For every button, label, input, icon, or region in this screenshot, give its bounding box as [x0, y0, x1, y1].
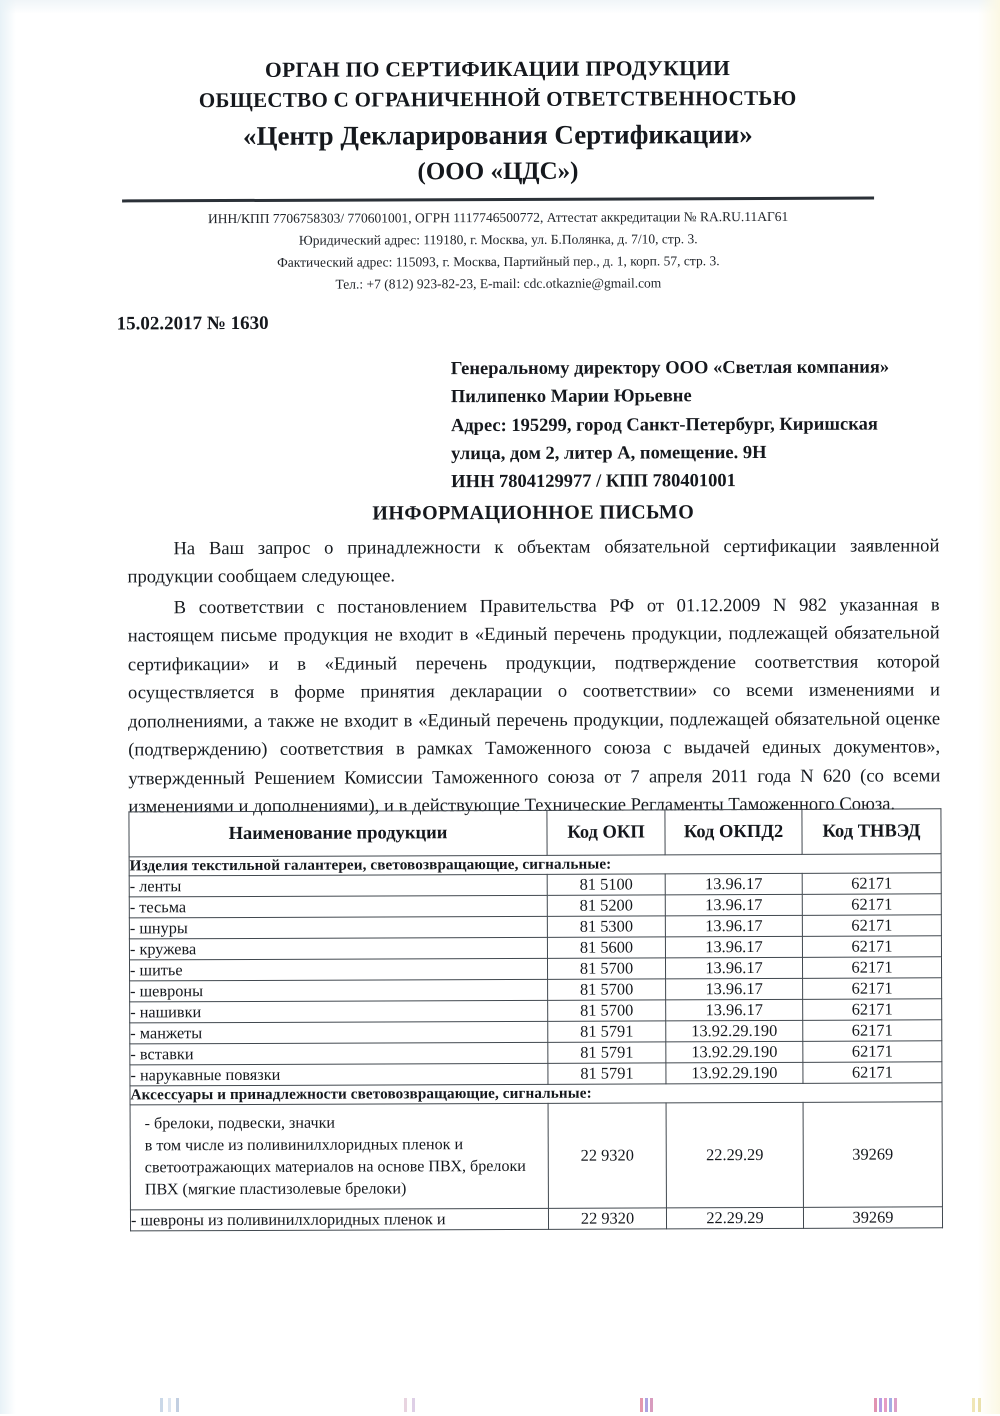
product-table-body: [129, 854, 942, 1231]
column-header-okpd2: Код ОКПД2: [665, 809, 802, 855]
cell-product-name: - нашивки: [130, 1000, 548, 1023]
cell-code-okp: 81 5600: [547, 937, 665, 958]
cell-product-name: - нарукавные повязки: [130, 1063, 548, 1086]
table-header-row: [129, 809, 941, 857]
cell-code-okp: 81 5700: [547, 958, 665, 979]
letterhead: [0, 0, 998, 297]
cell-code-tnved: 62171: [802, 936, 941, 958]
cell-product-name: [130, 1103, 548, 1209]
cell-code-tnved: 62171: [802, 873, 941, 895]
organization-name: «Центр Декларирования Сертификации»: [242, 119, 753, 152]
cell-code-okpd2: 13.96.17: [665, 894, 802, 916]
cell-code-tnved: 62171: [802, 894, 941, 916]
addressee-block: [451, 353, 942, 496]
letterhead-line-2: ОБЩЕСТВО С ОГРАНИЧЕННОЙ ОТВЕТСТВЕННОСТЬЮ: [198, 85, 797, 112]
product-name-line: светоотражающих материалов на основе ПВХ, брелоки: [144, 1157, 526, 1177]
cell-code-okp: 81 5791: [548, 1042, 666, 1063]
contact-line-registration: ИНН/КПП 7706758303/ 770601001, ОГРН 1117746500772, Аттестат аккредитации № RA.RU.11АГ61: [207, 209, 789, 227]
cell-product-name: - вставки: [130, 1042, 548, 1065]
product-name-line: в том числе из поливинилхлоридных пленок и: [144, 1136, 464, 1155]
cell-code-okpd2: 13.92.29.190: [666, 1020, 803, 1042]
addressee-line-address-1: Адрес: 195299, город Санкт-Петербург, Киришская: [450, 414, 878, 436]
table-row: [130, 1102, 942, 1210]
cell-code-okpd2: 13.96.17: [665, 873, 802, 895]
cell-code-tnved: 39269: [803, 1102, 942, 1207]
cell-product-name: - шнуры: [129, 916, 547, 939]
column-header-okp: Код ОКП: [547, 810, 665, 855]
product-table-head: [129, 809, 941, 857]
letter-title: ИНФОРМАЦИОННОЕ ПИСЬМО: [372, 501, 695, 525]
letterhead-divider: [122, 197, 874, 203]
table-group-title: Изделия текстильной галантереи, световозвращающие, сигнальные:: [129, 854, 941, 876]
cell-product-name: - тесьма: [129, 895, 547, 918]
cell-code-okp: 81 5700: [548, 1000, 666, 1021]
addressee-line-address-2: улица, дом 2, литер А, помещение. 9Н: [451, 442, 767, 465]
addressee-line-person: Пилипенко Марии Юрьевне: [450, 386, 692, 408]
cell-code-okp: 22 9320: [548, 1207, 666, 1228]
cell-product-name: - ленты: [129, 874, 547, 897]
document-date-number: 15.02.2017 № 1630: [116, 312, 269, 335]
cell-code-okpd2: 13.92.29.190: [666, 1041, 803, 1063]
cell-code-okp: 81 5700: [548, 979, 666, 1000]
product-name-line: - брелоки, подвески, значки: [144, 1114, 336, 1133]
cell-code-okp: 81 5300: [547, 916, 665, 937]
cell-product-name: - шевроны: [130, 979, 548, 1002]
cell-code-tnved: 62171: [803, 978, 942, 1000]
cell-code-tnved: 62171: [803, 1041, 942, 1063]
product-table: [128, 808, 943, 1231]
cell-code-okpd2: 13.96.17: [666, 999, 803, 1021]
contact-line-actual-address: Фактический адрес: 115093, г. Москва, Партийный пер., д. 1, корп. 57, стр. 3.: [277, 253, 720, 270]
table-group-title: Аксессуары и принадлежности световозвращающие, сигнальные:: [130, 1083, 942, 1105]
organization-abbreviation: (ООО «ЦДС»): [417, 158, 579, 186]
column-header-tnved: Код ТНВЭД: [802, 809, 941, 855]
product-name-line: ПВХ (мягкие пластизолевые брелоки): [144, 1179, 407, 1198]
contact-line-phone-email: Тел.: +7 (812) 923-82-23, E-mail: cdc.otkaznie@gmail.com: [335, 275, 662, 292]
column-header-name: Наименование продукции: [129, 810, 547, 857]
cell-code-tnved: 39269: [803, 1206, 942, 1228]
cell-code-tnved: 62171: [803, 999, 942, 1021]
cell-code-okp: 81 5200: [547, 895, 665, 916]
letterhead-contacts: [0, 205, 998, 296]
cell-code-okpd2: 22.29.29: [666, 1207, 803, 1229]
cell-code-tnved: 62171: [803, 1020, 942, 1042]
cell-code-okpd2: 13.96.17: [665, 936, 802, 958]
cell-code-tnved: 62171: [802, 915, 941, 937]
cell-product-name: - шевроны из поливинилхлоридных пленок и: [130, 1208, 548, 1231]
table-row: [130, 1206, 942, 1230]
product-table-container: [128, 808, 942, 1231]
letterhead-line-1: ОРГАН ПО СЕРТИФИКАЦИИ ПРОДУКЦИИ: [264, 56, 731, 82]
addressee-line-recipient: Генеральному директору ООО «Светлая компания»: [450, 357, 890, 380]
letter-body: [127, 500, 940, 823]
cell-code-okp: 81 5791: [548, 1063, 666, 1084]
cell-code-tnved: 62171: [802, 957, 941, 979]
body-paragraph-2: В соответствии с постановлением Правительства РФ от 01.12.2009 N 982 указанная в настоящем письме продукция не входит в «Единый перечень продукции, подлежащей обязательной сертификации» и в «Единый перечень продукции, подтверждение соответствия которой осуществляется в форме принятия декларации о соответствии» со всеми изменениями и дополнениями, а также не входит в «Единый перечень продукции, подлежащей обязательной оценке (подтверждению) соответствия в рамках Таможенного союза с выдачей единых документов», утвержденный Решением Комиссии Таможенного союза от 7 апреля 2011 года N 620 (со всеми изменениями и дополнениями), и в действующие Технические Регламенты Таможенного Союза.: [127, 594, 941, 818]
body-paragraph-1: На Ваш запрос о принадлежности к объектам обязательной сертификации заявленной продукции сообщаем следующее.: [127, 535, 940, 588]
cell-code-okpd2: 13.96.17: [665, 957, 802, 979]
cell-product-name: - кружева: [129, 937, 547, 960]
cell-code-tnved: 62171: [803, 1062, 942, 1084]
addressee-line-inn-kpp: ИНН 7804129977 / КПП 780401001: [451, 471, 736, 493]
cell-code-okpd2: 13.96.17: [666, 978, 803, 1000]
cell-product-name: - шитье: [129, 958, 547, 981]
cell-product-name: - манжеты: [130, 1021, 548, 1044]
cell-code-okp: 81 5791: [548, 1021, 666, 1042]
cell-code-okp: 22 9320: [548, 1103, 666, 1208]
cell-code-okpd2: 22.29.29: [666, 1102, 803, 1207]
cell-code-okp: 81 5100: [547, 874, 665, 895]
cell-code-okpd2: 13.92.29.190: [666, 1062, 803, 1084]
cell-code-okpd2: 13.96.17: [665, 915, 802, 937]
contact-line-legal-address: Юридический адрес: 119180, г. Москва, ул. Б.Полянка, д. 7/10, стр. 3.: [298, 231, 698, 248]
